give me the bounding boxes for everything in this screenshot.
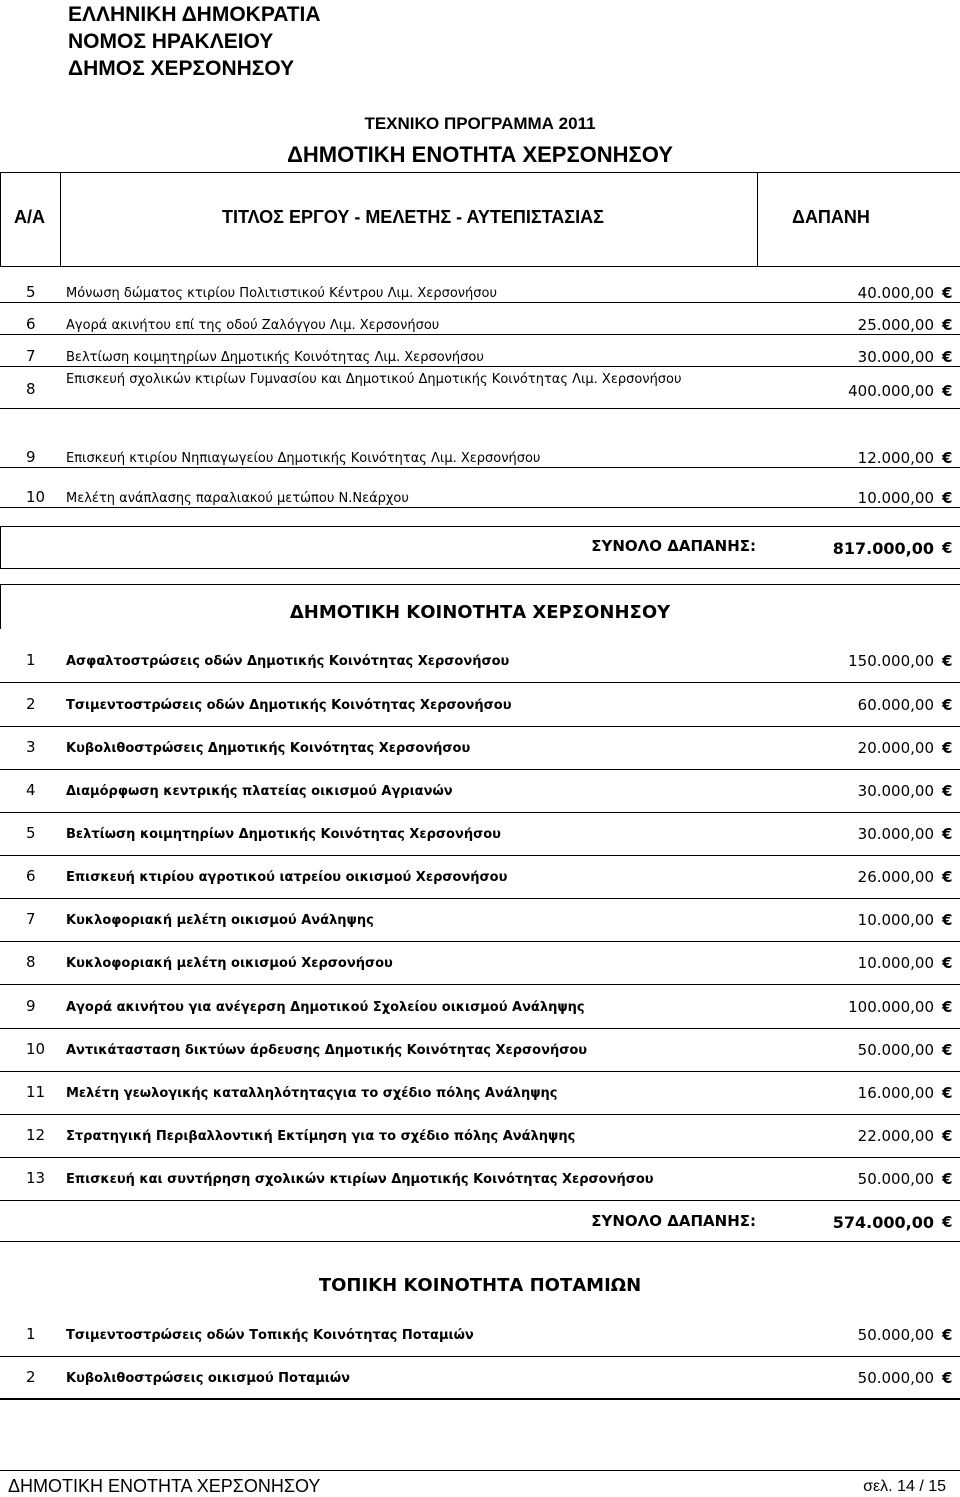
row-number: 11 [26, 1083, 46, 1101]
row-title: Μελέτη ανάπλασης παραλιακού μετώπου Ν.Νεάρχου [66, 491, 409, 506]
row-divider [0, 467, 960, 468]
row-divider [0, 1200, 960, 1201]
header-bottom-border [0, 266, 960, 267]
table-row [0, 1318, 960, 1348]
euro-symbol: € [942, 1084, 953, 1102]
euro-symbol: € [942, 1326, 953, 1344]
row-divider [0, 334, 960, 335]
row-divider [0, 812, 960, 813]
row-title: Επισκευή κτιρίου αγροτικού ιατρείου οικισμού Χερσονήσου [66, 870, 508, 885]
row-title: Κυκλοφοριακή μελέτη οικισμού Χερσονήσου [66, 956, 393, 971]
group1-total-top [0, 526, 960, 527]
row-amount: 60.000,00 [857, 696, 934, 714]
euro-symbol: € [942, 868, 953, 886]
row-amount: 20.000,00 [857, 739, 934, 757]
group2-heading: ΔΗΜΟΤΙΚΗ ΚΟΙΝΟΤΗΤΑ ΧΕΡΣΟΝΗΣΟΥ [289, 602, 671, 623]
row-number: 7 [26, 347, 36, 365]
table-row [0, 1162, 960, 1192]
row-number: 2 [26, 1368, 36, 1386]
header-line-1: ΕΛΛΗΝΙΚΗ ΔΗΜΟΚΡΑΤΙΑ [68, 3, 321, 26]
row-title: Αντικάτασταση δικτύων άρδευσης Δημοτικής Κοινότητας Χερσονήσου [66, 1043, 588, 1058]
row-divider [0, 1071, 960, 1072]
group1-total-bottom [0, 568, 960, 569]
row-title: Αγορά ακινήτου για ανέγερση Δημοτικού Σχολείου οικισμού Ανάληψης [66, 1000, 585, 1015]
footer-rule [0, 1470, 960, 1471]
table-row [0, 903, 960, 933]
euro-symbol: € [942, 998, 953, 1016]
euro-symbol: € [942, 954, 953, 972]
row-amount: 50.000,00 [857, 1170, 934, 1188]
row-title: Στρατηγική Περιβαλλοντική Εκτίμηση για το σχέδιο πόλης Ανάληψης [66, 1129, 576, 1144]
table-row [0, 368, 960, 412]
row-amount: 10.000,00 [857, 911, 934, 929]
table-row [0, 1361, 960, 1391]
row-divider [0, 898, 960, 899]
column-header-title: ΤΙΤΛΟΣ ΕΡΓΟΥ - ΜΕΛΕΤΗΣ - ΑΥΤΕΠΙΣΤΑΣΙΑΣ [222, 207, 604, 227]
euro-symbol: € [942, 449, 953, 467]
row-divider [0, 941, 960, 942]
row-amount: 10.000,00 [857, 954, 934, 972]
row-amount: 25.000,00 [857, 316, 934, 334]
row-number: 9 [26, 448, 36, 466]
table-row [0, 731, 960, 761]
table-row [0, 688, 960, 718]
group2-total-label: ΣΥΝΟΛΟ ΔΑΠΑΝΗΣ: [591, 1212, 756, 1230]
row-divider [0, 682, 960, 683]
euro-symbol: € [942, 1170, 953, 1188]
row-amount: 10.000,00 [857, 489, 934, 507]
row-amount: 100.000,00 [848, 998, 934, 1016]
euro-symbol: € [942, 382, 953, 400]
program-title: ΤΕΧΝΙΚΟ ΠΡΟΓΡΑΜΜΑ 2011 [364, 114, 596, 133]
row-title: Επισκευή σχολικών κτιρίων Γυμνασίου και Δημοτικού Δημοτικής Κοινότητας Λιμ. Χερσονήσου [66, 372, 682, 387]
row-number: 5 [26, 824, 36, 842]
euro-symbol: € [942, 489, 953, 507]
row-amount: 30.000,00 [857, 782, 934, 800]
euro-symbol: € [942, 1213, 953, 1231]
row-title: Κυβολιθοστρώσεις Δημοτικής Κοινότητας Χερσονήσου [66, 741, 471, 756]
row-amount: 40.000,00 [857, 284, 934, 302]
table-row [0, 817, 960, 847]
row-divider [0, 1356, 960, 1357]
euro-symbol: € [942, 316, 953, 334]
euro-symbol: € [942, 911, 953, 929]
header-divider-2 [757, 172, 758, 267]
row-divider [0, 769, 960, 770]
row-number: 1 [26, 1325, 36, 1343]
group2-total-amount: 574.000,00 [832, 1213, 934, 1232]
row-amount: 50.000,00 [857, 1369, 934, 1387]
euro-symbol: € [942, 284, 953, 302]
row-divider [0, 1157, 960, 1158]
row-title: Κυκλοφοριακή μελέτη οικισμού Ανάληψης [66, 913, 374, 928]
unit-title: ΔΗΜΟΤΙΚΗ ΕΝΟΤΗΤΑ ΧΕΡΣΟΝΗΣΟΥ [287, 142, 673, 167]
row-title: Αγορά ακινήτου επί της οδού Ζαλόγγου Λιμ. Χερσονήσου [66, 318, 440, 333]
group3-bottom-border [0, 1398, 960, 1399]
column-header-cost: ΔΑΠΑΝΗ [792, 207, 870, 227]
row-number: 9 [26, 997, 36, 1015]
table-row [0, 774, 960, 804]
group3-heading: ΤΟΠΙΚΗ ΚΟΙΝΟΤΗΤΑ ΠΟΤΑΜΙΩΝ [318, 1275, 642, 1296]
row-title: Βελτίωση κοιμητηρίων Δημοτικής Κοινότητας Λιμ. Χερσονήσου [66, 350, 484, 365]
euro-symbol: € [942, 696, 953, 714]
euro-symbol: € [942, 825, 953, 843]
row-number: 5 [26, 283, 36, 301]
row-number: 10 [26, 488, 46, 506]
row-number: 1 [26, 651, 36, 669]
row-title: Κυβολιθοστρώσεις οικισμού Ποταμιών [66, 1371, 350, 1386]
row-divider [0, 1114, 960, 1115]
row-amount: 400.000,00 [848, 382, 934, 400]
row-title: Μελέτη γεωλογικής καταλληλότηταςγια το σχέδιο πόλης Ανάληψης [66, 1086, 558, 1101]
group1-total-label: ΣΥΝΟΛΟ ΔΑΠΑΝΗΣ: [591, 537, 756, 555]
row-number: 13 [26, 1169, 46, 1187]
row-title: Τσιμεντοστρώσεις οδών Δημοτικής Κοινότητας Χερσονήσου [66, 698, 512, 713]
header-left-border [0, 172, 1, 267]
group2-heading-top [0, 584, 960, 585]
euro-symbol: € [942, 1041, 953, 1059]
row-divider [0, 366, 960, 367]
row-number: 7 [26, 910, 36, 928]
row-title: Επισκευή κτιρίου Νηπιαγωγείου Δημοτικής Κοινότητας Λιμ. Χερσονήσου [66, 451, 541, 466]
row-amount: 30.000,00 [857, 348, 934, 366]
row-amount: 150.000,00 [848, 652, 934, 670]
row-divider [0, 855, 960, 856]
row-divider [0, 726, 960, 727]
row-number: 10 [26, 1040, 46, 1058]
footer-page-number: σελ. 14 / 15 [863, 1478, 946, 1495]
table-row [0, 990, 960, 1020]
table-top-border [0, 172, 960, 173]
row-number: 8 [26, 380, 36, 398]
row-divider [0, 1028, 960, 1029]
row-amount: 12.000,00 [857, 449, 934, 467]
table-row [0, 860, 960, 890]
row-number: 6 [26, 867, 36, 885]
row-divider [0, 302, 960, 303]
row-amount: 50.000,00 [857, 1326, 934, 1344]
column-header-no: Α/Α [14, 207, 45, 227]
row-divider [0, 984, 960, 985]
table-row [0, 1033, 960, 1063]
row-number: 8 [26, 953, 36, 971]
row-amount: 30.000,00 [857, 825, 934, 843]
group1-total-amount: 817.000,00 [832, 539, 934, 558]
row-amount: 50.000,00 [857, 1041, 934, 1059]
row-title: Διαμόρφωση κεντρικής πλατείας οικισμού Αγριανών [66, 784, 453, 799]
header-divider-1 [60, 172, 61, 267]
table-row [0, 644, 960, 674]
group1-total-left [0, 526, 1, 568]
row-number: 4 [26, 781, 36, 799]
row-number: 3 [26, 738, 36, 756]
row-number: 6 [26, 315, 36, 333]
row-title: Επισκευή και συντήρηση σχολικών κτιρίων Δημοτικής Κοινότητας Χερσονήσου [66, 1172, 654, 1187]
group2-total-bottom [0, 1241, 960, 1242]
row-number: 2 [26, 695, 36, 713]
euro-symbol: € [942, 739, 953, 757]
row-title: Ασφαλτοστρώσεις οδών Δημοτικής Κοινότητας Χερσονήσου [66, 654, 510, 669]
euro-symbol: € [942, 782, 953, 800]
row-number: 12 [26, 1126, 46, 1144]
header-line-3: ΔΗΜΟΣ ΧΕΡΣΟΝΗΣΟΥ [68, 57, 295, 80]
row-amount: 26.000,00 [857, 868, 934, 886]
row-title: Μόνωση δώματος κτιρίου Πολιτιστικού Κέντρου Λιμ. Χερσονήσου [66, 286, 497, 301]
table-row [0, 1119, 960, 1149]
header-line-2: ΝΟΜΟΣ ΗΡΑΚΛΕΙΟΥ [68, 30, 274, 53]
row-title: Βελτίωση κοιμητηρίων Δημοτικής Κοινότητας Χερσονήσου [66, 827, 501, 842]
euro-symbol: € [942, 1127, 953, 1145]
euro-symbol: € [942, 652, 953, 670]
row-amount: 22.000,00 [857, 1127, 934, 1145]
row-amount: 16.000,00 [857, 1084, 934, 1102]
row-divider [0, 408, 960, 409]
row-divider [0, 507, 960, 508]
row-divider [0, 1399, 960, 1400]
table-row [0, 1076, 960, 1106]
footer-unit: ΔΗΜΟΤΙΚΗ ΕΝΟΤΗΤΑ ΧΕΡΣΟΝΗΣΟΥ [8, 1476, 321, 1496]
euro-symbol: € [942, 1369, 953, 1387]
euro-symbol: € [942, 539, 953, 557]
euro-symbol: € [942, 348, 953, 366]
table-row [0, 946, 960, 976]
row-title: Τσιμεντοστρώσεις οδών Τοπικής Κοινότητας Ποταμιών [66, 1328, 474, 1343]
